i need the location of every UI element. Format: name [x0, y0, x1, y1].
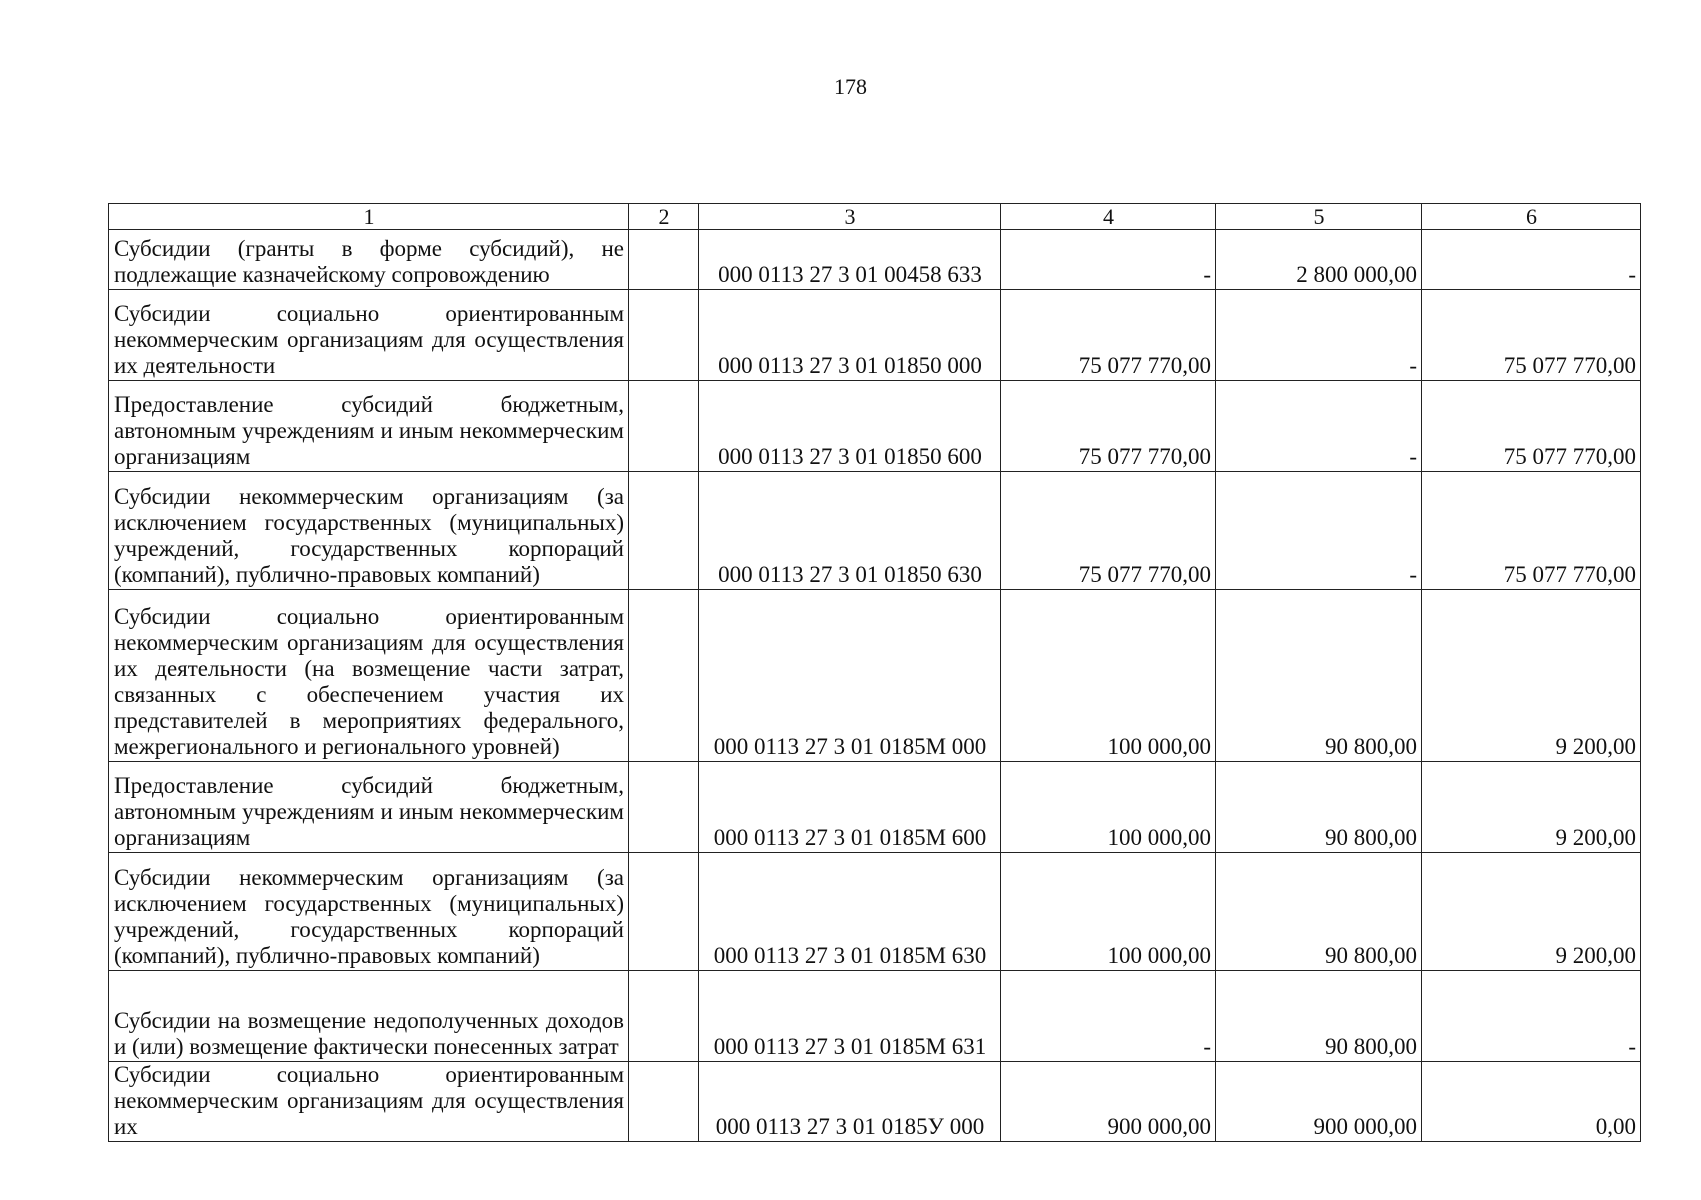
row-col2 — [629, 1062, 699, 1142]
row-col4: - — [1001, 971, 1216, 1062]
table-row — [109, 230, 1641, 290]
table-row — [109, 853, 1641, 971]
row-description: Субсидии (гранты в форме субсидий), не подлежащие казначейскому сопровождению — [109, 230, 629, 290]
row-col4: 75 077 770,00 — [1001, 290, 1216, 381]
row-col2 — [629, 381, 699, 472]
row-col5: 90 800,00 — [1216, 853, 1422, 971]
row-col6: 75 077 770,00 — [1422, 290, 1641, 381]
row-col6: 0,00 — [1422, 1062, 1641, 1142]
table-row — [109, 472, 1641, 590]
row-col2 — [629, 762, 699, 853]
row-col6: 9 200,00 — [1422, 853, 1641, 971]
row-col5: - — [1216, 381, 1422, 472]
header-row — [109, 204, 1641, 230]
column-header-2: 2 — [629, 204, 699, 230]
page-number: 178 — [834, 74, 867, 99]
row-col6: - — [1422, 230, 1641, 290]
row-description: Субсидии социально ориентированным некоммерческим организациям для осуществления их — [109, 1062, 629, 1142]
row-col6: 75 077 770,00 — [1422, 381, 1641, 472]
column-header-1: 1 — [109, 204, 629, 230]
row-code: 000 0113 27 3 01 0185М 630 — [699, 853, 1001, 971]
row-col6: 9 200,00 — [1422, 762, 1641, 853]
row-col4: - — [1001, 230, 1216, 290]
row-description: Субсидии социально ориентированным некоммерческим организациям для осуществления их деятельности — [109, 290, 629, 381]
column-header-4: 4 — [1001, 204, 1216, 230]
row-col4: 100 000,00 — [1001, 853, 1216, 971]
row-col5: 90 800,00 — [1216, 971, 1422, 1062]
row-col6: - — [1422, 971, 1641, 1062]
row-description: Субсидии на возмещение недополученных доходов и (или) возмещение фактически понесенных затрат — [109, 971, 629, 1062]
row-col2 — [629, 290, 699, 381]
row-code: 000 0113 27 3 01 00458 633 — [699, 230, 1001, 290]
column-header-3: 3 — [699, 204, 1001, 230]
row-description: Предоставление субсидий бюджетным, автономным учреждениям и иным некоммерческим организациям — [109, 762, 629, 853]
row-col4: 75 077 770,00 — [1001, 472, 1216, 590]
row-code: 000 0113 27 3 01 01850 630 — [699, 472, 1001, 590]
table-row — [109, 1062, 1641, 1142]
table-row — [109, 290, 1641, 381]
row-code: 000 0113 27 3 01 01850 000 — [699, 290, 1001, 381]
row-col6: 75 077 770,00 — [1422, 472, 1641, 590]
row-col2 — [629, 853, 699, 971]
row-col2 — [629, 230, 699, 290]
column-header-5: 5 — [1216, 204, 1422, 230]
row-description: Субсидии социально ориентированным некоммерческим организациям для осуществления их деятельности (на возмещение части затрат, связанных с обеспечением участия их представителей в мероприятиях федерального, межрегионального и регионального уровней) — [109, 590, 629, 762]
row-col4: 75 077 770,00 — [1001, 381, 1216, 472]
row-description: Субсидии некоммерческим организациям (за исключением государственных (муниципальных) учреждений, государственных корпораций (компаний), публично-правовых компаний) — [109, 853, 629, 971]
table-row — [109, 381, 1641, 472]
row-code: 000 0113 27 3 01 0185М 600 — [699, 762, 1001, 853]
table-row — [109, 590, 1641, 762]
row-code: 000 0113 27 3 01 0185М 000 — [699, 590, 1001, 762]
budget-table — [108, 203, 1641, 1142]
row-col4: 900 000,00 — [1001, 1062, 1216, 1142]
row-code: 000 0113 27 3 01 0185М 631 — [699, 971, 1001, 1062]
row-col4: 100 000,00 — [1001, 762, 1216, 853]
row-col5: 900 000,00 — [1216, 1062, 1422, 1142]
row-code: 000 0113 27 3 01 0185У 000 — [699, 1062, 1001, 1142]
row-col5: - — [1216, 472, 1422, 590]
row-description: Субсидии некоммерческим организациям (за исключением государственных (муниципальных) учреждений, государственных корпораций (компаний), публично-правовых компаний) — [109, 472, 629, 590]
table-row — [109, 971, 1641, 1062]
row-col2 — [629, 590, 699, 762]
row-col5: 2 800 000,00 — [1216, 230, 1422, 290]
column-header-6: 6 — [1422, 204, 1641, 230]
row-col6: 9 200,00 — [1422, 590, 1641, 762]
row-col2 — [629, 971, 699, 1062]
row-code: 000 0113 27 3 01 01850 600 — [699, 381, 1001, 472]
table-row — [109, 762, 1641, 853]
row-col5: 90 800,00 — [1216, 762, 1422, 853]
row-col5: 90 800,00 — [1216, 590, 1422, 762]
row-col2 — [629, 472, 699, 590]
row-col5: - — [1216, 290, 1422, 381]
row-col4: 100 000,00 — [1001, 590, 1216, 762]
row-description: Предоставление субсидий бюджетным, автономным учреждениям и иным некоммерческим организациям — [109, 381, 629, 472]
